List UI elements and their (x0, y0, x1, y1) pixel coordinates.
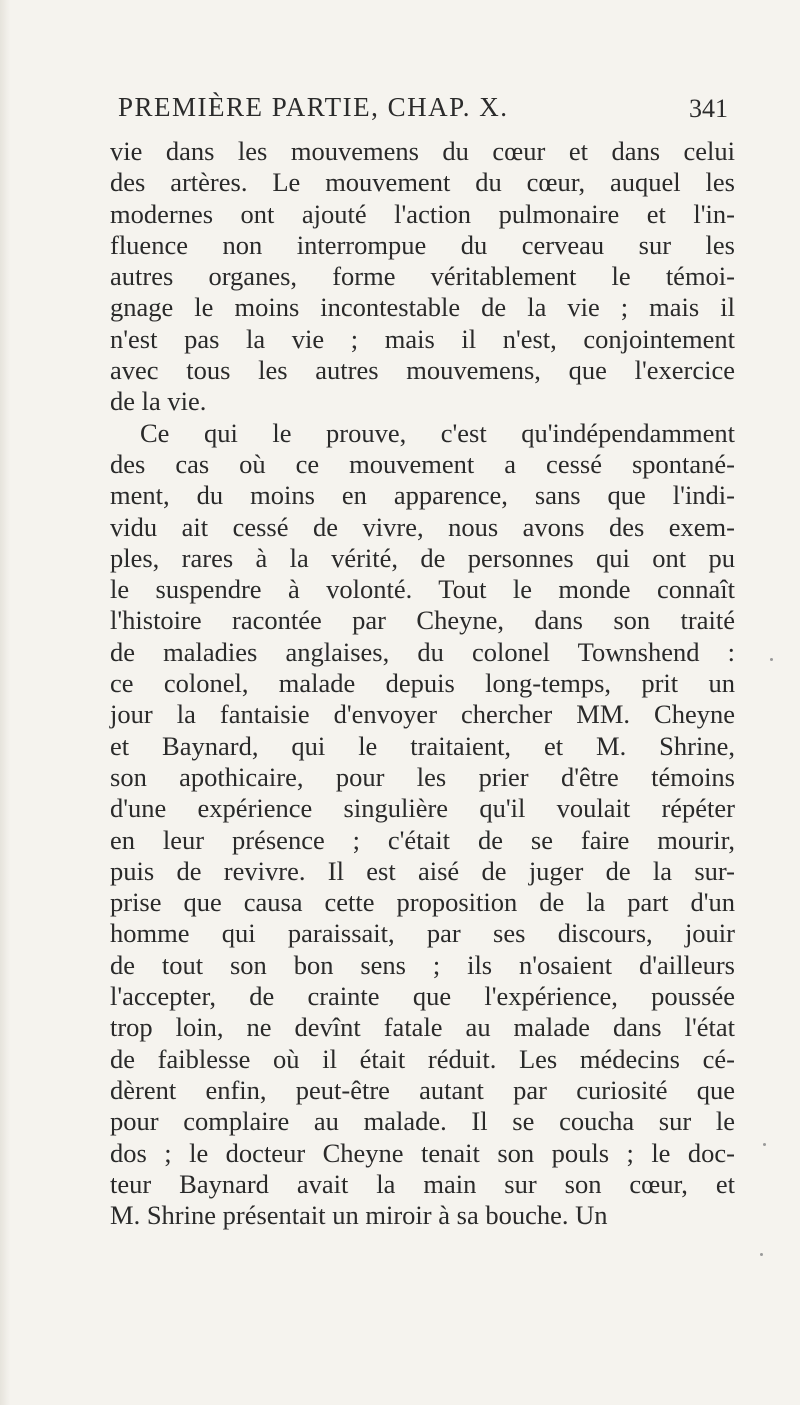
text-line: fluence non interrompue du cerveau sur les (110, 229, 735, 260)
text-line: modernes ont ajouté l'action pulmonaire et l'in- (110, 198, 735, 229)
text-line: teur Baynard avait la main sur son cœur, et (110, 1168, 735, 1199)
text-line: de tout son bon sens ; ils n'osaient d'ailleurs (110, 949, 735, 980)
text-line: jour la fantaisie d'envoyer chercher MM. Cheyne (110, 699, 735, 730)
text-line: son apothicaire, pour les prier d'être témoins (110, 761, 735, 792)
text-line: pour complaire au malade. Il se coucha sur le (110, 1106, 735, 1137)
text-line: ples, rares à la vérité, de personnes qui ont pu (110, 542, 735, 573)
text-line: ce colonel, malade depuis long-temps, prit un (110, 668, 735, 699)
text-line: autres organes, forme véritablement le témoi- (110, 261, 735, 292)
page-number: 341 (689, 94, 728, 123)
text-line: de faiblesse où il était réduit. Les médecins cé- (110, 1043, 735, 1074)
text-line: dos ; le docteur Cheyne tenait son pouls ; le doc- (110, 1137, 735, 1168)
text-line: n'est pas la vie ; mais il n'est, conjointement (110, 323, 735, 354)
text-line: avec tous les autres mouvemens, que l'exercice (110, 355, 735, 386)
text-line: M. Shrine présentait un miroir à sa bouche. Un (110, 1200, 608, 1231)
text-line: prise que causa cette proposition de la part d'un (110, 887, 735, 918)
text-line: le suspendre à volonté. Tout le monde connaît (110, 574, 735, 605)
paper-speck (760, 1253, 763, 1256)
text-line: l'histoire racontée par Cheyne, dans son traité (110, 605, 735, 636)
running-title: PREMIÈRE PARTIE, CHAP. X. (118, 92, 509, 122)
text-line: ment, du moins en apparence, sans que l'indi- (110, 480, 735, 511)
text-line: de maladies anglaises, du colonel Townshend : (110, 636, 735, 667)
text-line: des artères. Le mouvement du cœur, auquel les (110, 167, 735, 198)
text-line: l'accepter, de crainte que l'expérience, poussée (110, 981, 735, 1012)
paper-speck (770, 658, 773, 661)
text-line: de la vie. (110, 386, 207, 417)
text-line: dèrent enfin, peut-être autant par curiosité que (110, 1074, 735, 1105)
text-line: trop loin, ne devînt fatale au malade dans l'état (110, 1012, 735, 1043)
text-line: homme qui paraissait, par ses discours, jouir (110, 918, 735, 949)
running-header (118, 92, 728, 136)
text-line: gnage le moins incontestable de la vie ; mais il (110, 292, 735, 323)
text-line: et Baynard, qui le traitaient, et M. Shrine, (110, 730, 735, 761)
text-line: en leur présence ; c'était de se faire mourir, (110, 824, 735, 855)
binding-edge (0, 0, 10, 1405)
text-line: Ce qui le prouve, c'est qu'indépendamment (140, 417, 735, 448)
text-line: vidu ait cessé de vivre, nous avons des exem- (110, 511, 735, 542)
body-text (110, 136, 735, 1231)
text-line: vie dans les mouvemens du cœur et dans celui (110, 136, 735, 166)
text-line: des cas où ce mouvement a cessé spontané- (110, 448, 735, 479)
text-line: d'une expérience singulière qu'il voulait répéter (110, 793, 735, 824)
text-line: puis de revivre. Il est aisé de juger de la sur- (110, 855, 735, 886)
paper-speck (763, 1143, 766, 1146)
